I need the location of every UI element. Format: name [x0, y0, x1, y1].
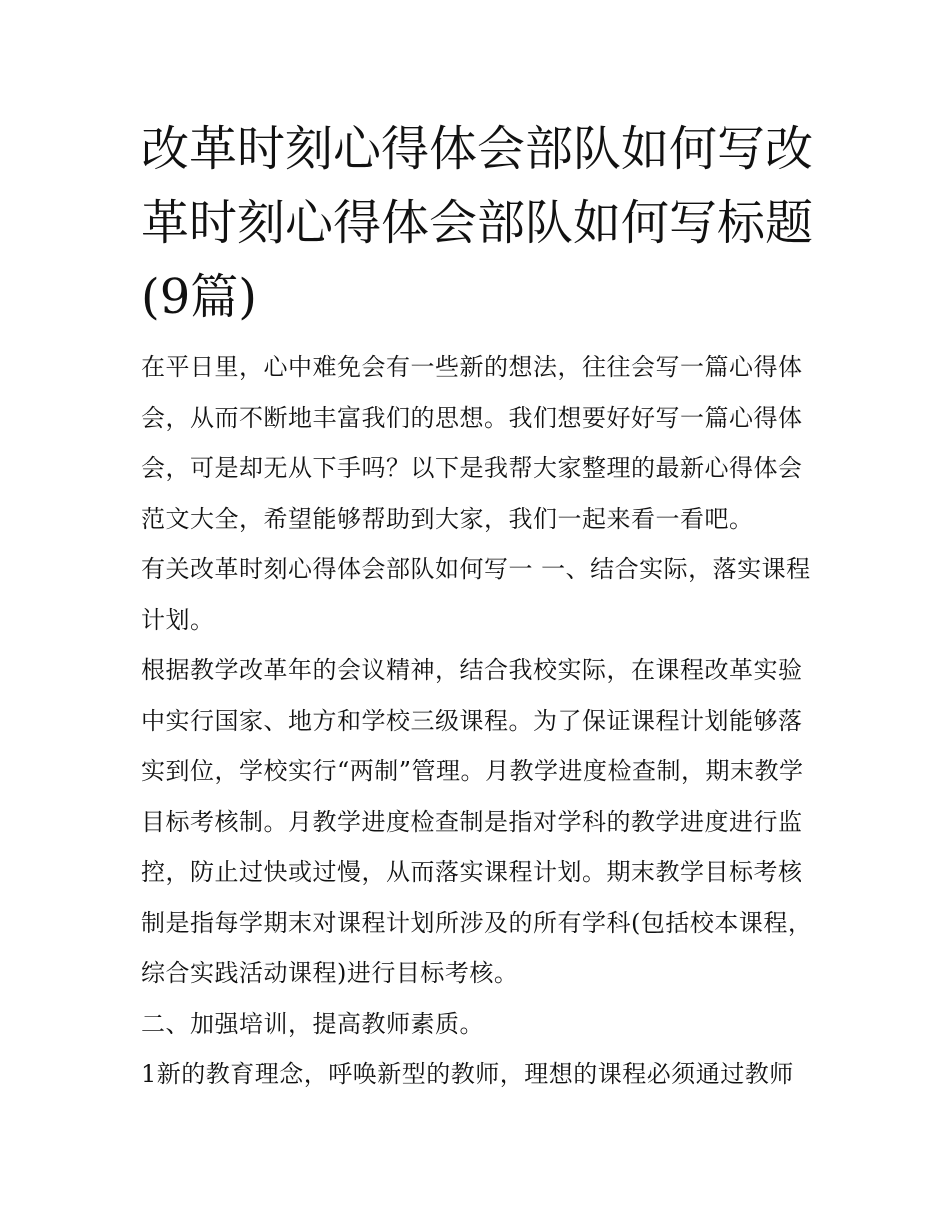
document-page: [141, 112, 821, 1100]
document-title: 改革时刻心得体会部队如何写改革时刻心得体会部队如何写标题(9篇): [141, 121, 814, 325]
paragraph-teacher-training: 1新的教育理念，呼唤新型的教师，理想的课程必须通过教师: [141, 1060, 794, 1088]
paragraph-section-one-heading: 有关改革时刻心得体会部队如何写一 一、结合实际，落实课程计划。: [141, 555, 811, 634]
paragraph-curriculum-plan: 根据教学改革年的会议精神，结合我校实际，在课程改革实验中实行国家、地方和学校三级课程。为了保证课程计划能够落实到位，学校实行“两制”管理。月教学进度检查制，期末教学目标考核制。月教学进度检查制是指对学科的教学进度进行监控，防止过快或过慢，从而落实课程计划。期末教学目标考核制是指每学期末对课程计划所涉及的所有学科(包括校本课程，综合实践活动课程)进行目标考核。: [141, 656, 813, 987]
paragraph-section-two-heading: 二、加强培训，提高教师素质。: [141, 1009, 484, 1038]
paragraph-intro: 在平日里，心中难免会有一些新的想法，往往会写一篇心得体会，从而不断地丰富我们的思想。我们想要好好写一篇心得体会，可是却无从下手吗？以下是我帮大家整理的最新心得体会范文大全，希望能够帮助到大家，我们一起来看一看吧。: [141, 353, 803, 533]
